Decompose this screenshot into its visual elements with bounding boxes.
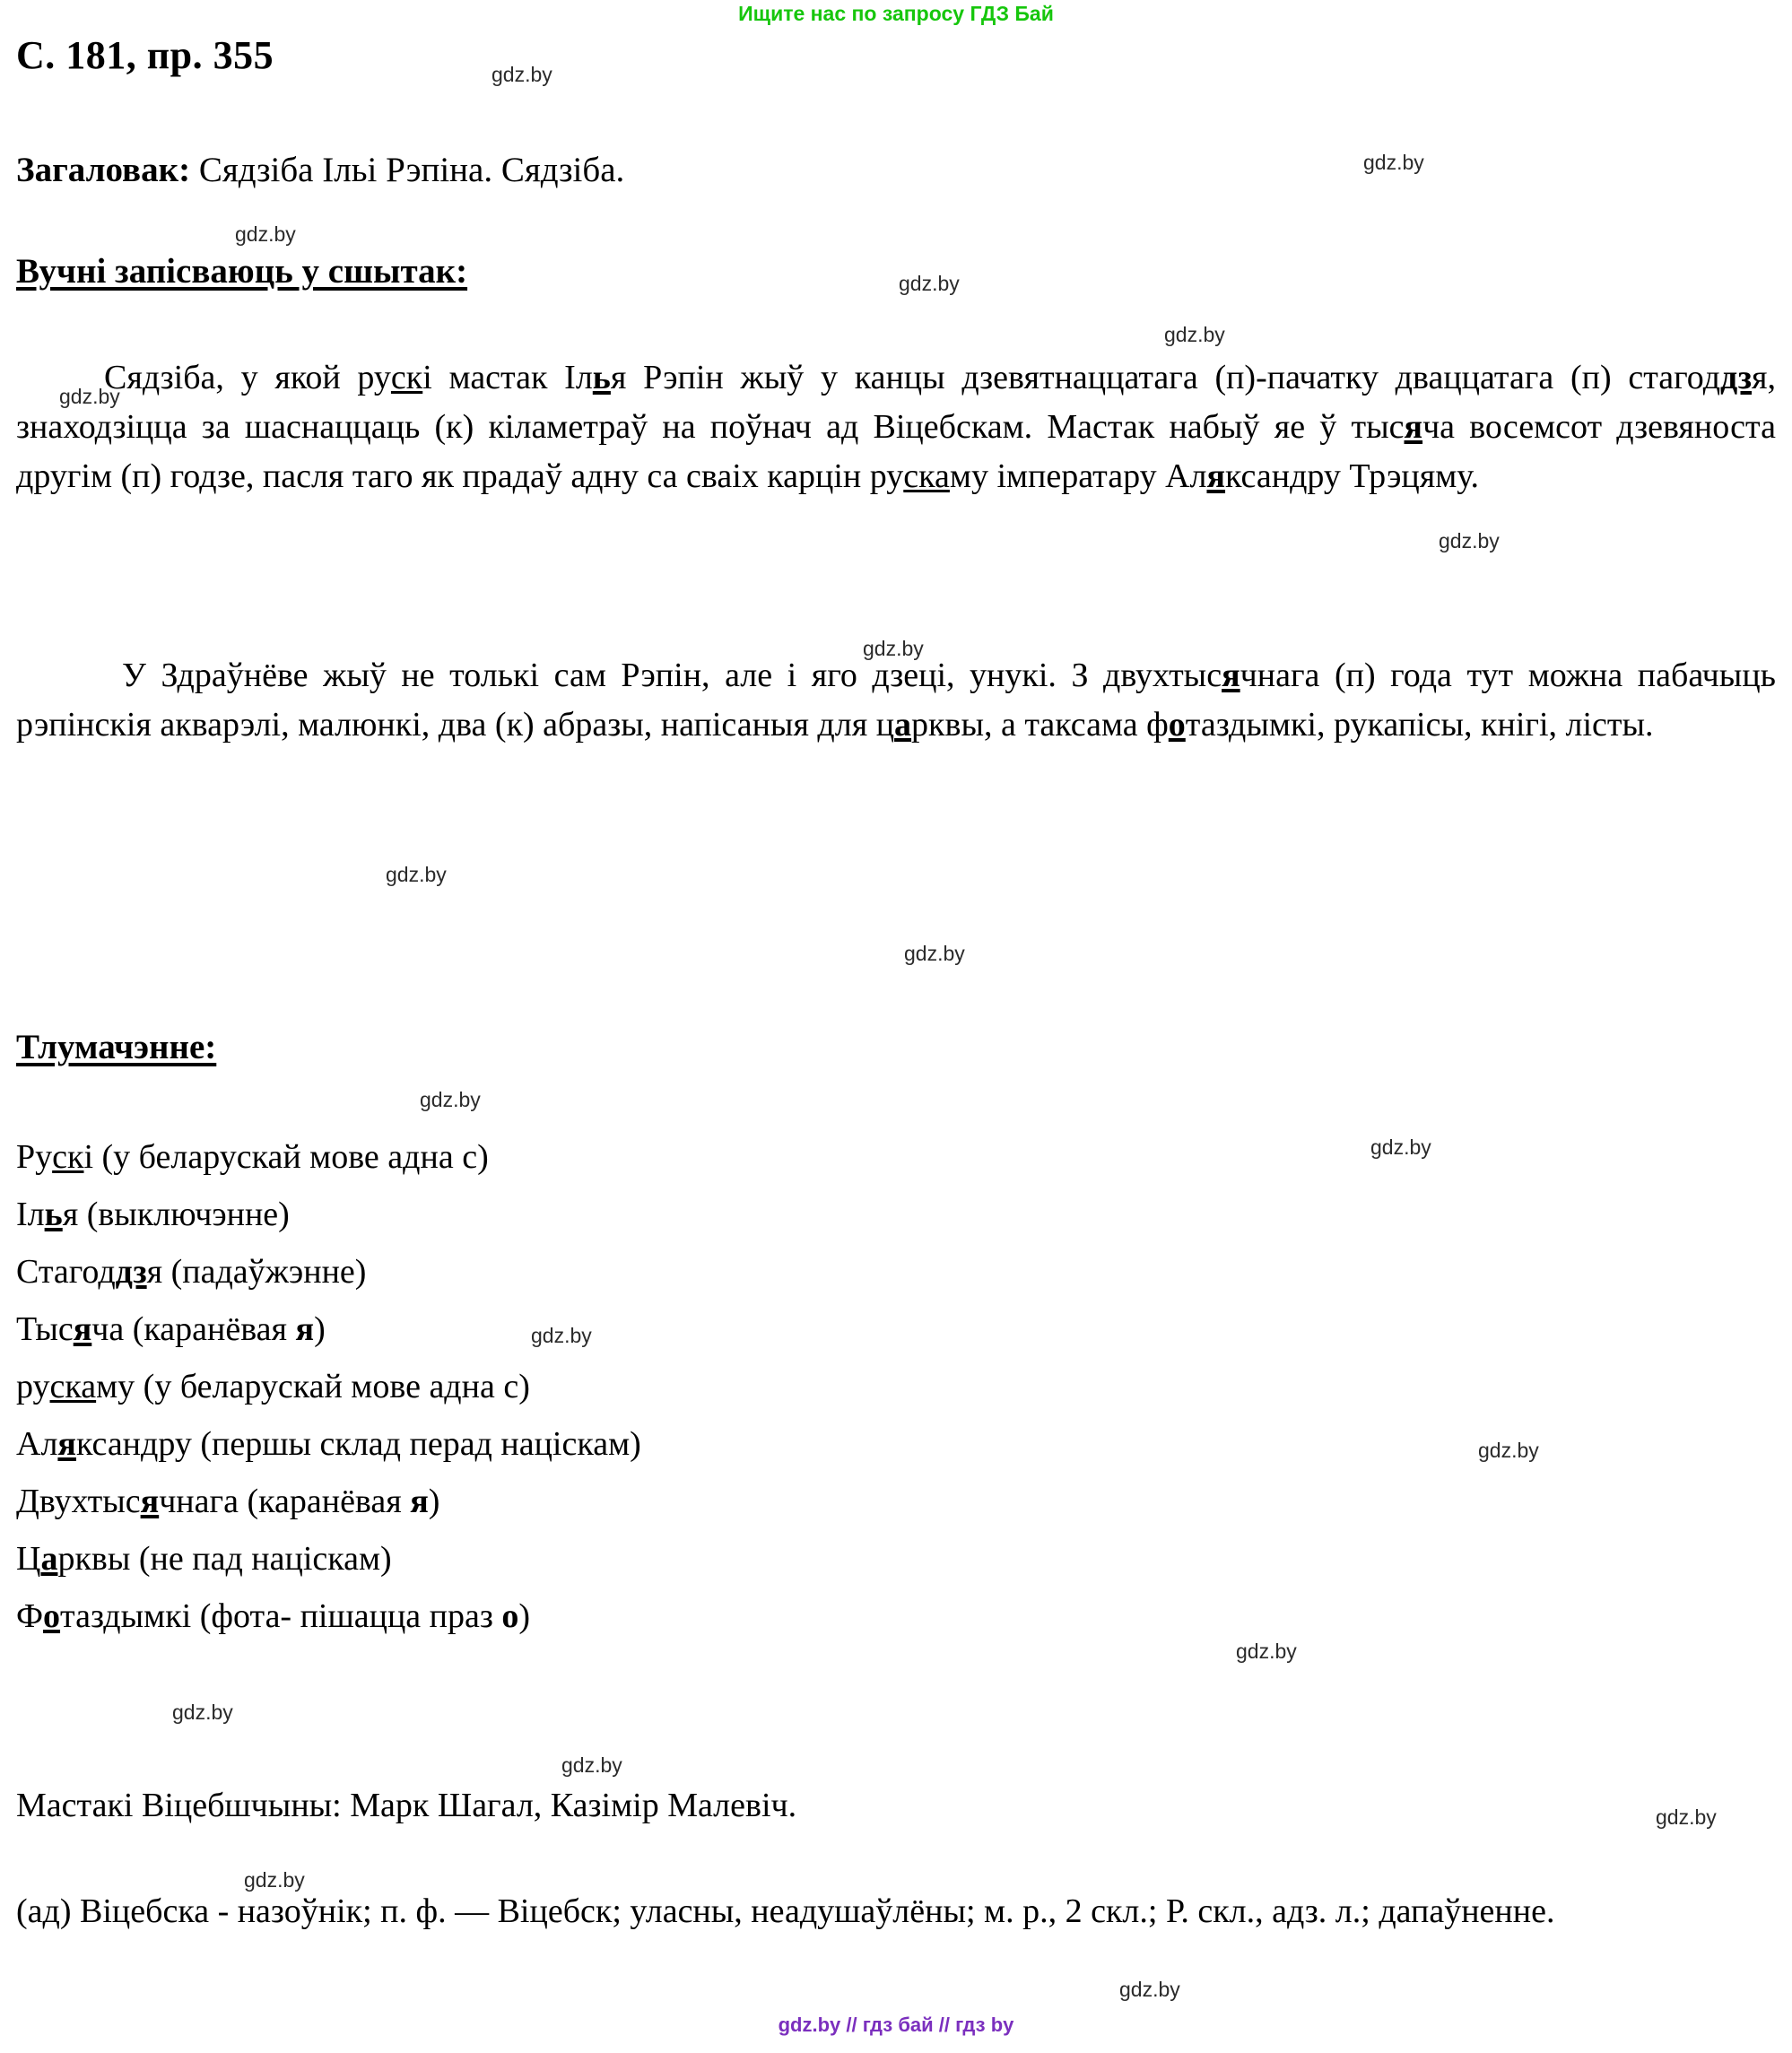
watermark: gdz.by (531, 1324, 592, 1347)
exercise-reference: С. 181, пр. 355 (16, 33, 274, 77)
par2-seg5: рквы, а таксама ф (911, 706, 1169, 744)
explanation-item-prefix: Стагод (16, 1253, 116, 1291)
paragraph-two (16, 651, 1776, 750)
explanation-item (16, 1301, 1182, 1358)
explanation-item-tail: ) (518, 1597, 531, 1635)
explanation-item-marked-letters: ска (49, 1368, 97, 1405)
watermark: gdz.by (1478, 1439, 1539, 1462)
explanation-item-suffix: рквы (не пад націскам) (57, 1540, 392, 1578)
par2-seg3: чнага (п) года тут можна пабачыць рэпінскія акварэлі, малюнкі, два (к) абразы, напісаныя для ц (16, 657, 1776, 744)
explanation-item-suffix: і (у беларускай мове адна с) (83, 1138, 489, 1176)
explanation-item (16, 1128, 1182, 1186)
explanation-item-suffix: ксандру (першы склад перад націскам) (75, 1425, 641, 1463)
artists-line: Мастакі Віцебшчыны: Марк Шагал, Казімір Малевіч. (16, 1787, 797, 1824)
watermark: gdz.by (1656, 1805, 1717, 1829)
explanation-item-tail-accent: я (295, 1310, 315, 1348)
par1-seg5: я Рэпін жыў у канцы дзевятнаццатага (п)-пачатку дваццатага (п) стагод (610, 359, 1721, 396)
explanation-item-marked-letters: я (73, 1310, 92, 1348)
watermark: gdz.by (172, 1701, 233, 1724)
watermark: gdz.by (1164, 323, 1225, 346)
headline-label: Загаловак: (16, 151, 191, 189)
explanation-item-suffix: я (падаўжэнне) (146, 1253, 367, 1291)
explanation-item (16, 1473, 1182, 1530)
explanation-item (16, 1358, 1182, 1415)
par1-seg7: я, знаходзіцца за шаснаццаць (к) кіламетраў на поўнач ад Віцебскам. Мастак набыў яе ў тыс (16, 359, 1776, 446)
par1-seg3: і мастак Іл (422, 359, 593, 396)
explanation-item-marked-letters: о (43, 1597, 61, 1635)
watermark: gdz.by (244, 1868, 305, 1892)
watermark: gdz.by (491, 63, 552, 86)
par2-seg2-accent: я (1222, 657, 1240, 694)
par2-seg7: таздымкі, рукапісы, кнігі, лісты. (1185, 706, 1654, 744)
par2-seg6-accent: о (1168, 706, 1186, 744)
explanation-item-suffix: ча (каранёвая (91, 1310, 296, 1348)
explanation-item-prefix: Ф (16, 1597, 44, 1635)
explanation-item-prefix: Іл (16, 1196, 45, 1233)
explanation-item (16, 1588, 1182, 1645)
explanation-item-marked-letters: ь (44, 1196, 63, 1233)
explanation-item (16, 1243, 1182, 1301)
headline-row (16, 151, 624, 191)
explanation-item (16, 1415, 1182, 1473)
explanation-item-prefix: Тыс (16, 1310, 74, 1348)
explanation-item-suffix: таздымкі (фота- пішацца праз (60, 1597, 502, 1635)
par2-seg4-accent: а (894, 706, 912, 744)
explanation-item-marked-letters: а (40, 1540, 58, 1578)
watermark: gdz.by (899, 272, 960, 295)
watermark: gdz.by (1119, 1978, 1180, 2001)
par1-seg11: му імператару Ал (949, 457, 1207, 495)
promo-banner-top: Ищите нас по запросу ГДЗ Бай (738, 2, 1054, 25)
watermark: gdz.by (863, 637, 924, 660)
explanation-item-suffix: чнага (каранёвая (159, 1483, 411, 1520)
explanation-item-tail-accent: о (501, 1597, 519, 1635)
explanation-item-marked-letters: я (140, 1483, 160, 1520)
watermark: gdz.by (1363, 151, 1424, 174)
paragraph-one (16, 353, 1776, 501)
par1-seg8-accent: я (1404, 408, 1423, 446)
headline-value: Сядзіба Ільі Рэпіна. Сядзіба. (190, 151, 625, 189)
explanation-item-marked-letters: дз (115, 1253, 147, 1291)
explanation-item-tail: ) (314, 1310, 326, 1348)
par1-seg4-accent: ь (592, 359, 611, 396)
analysis-line: (ад) Віцебска - назоўнік; п. ф. — Віцебск; уласны, неадушаўлёны; м. р., 2 скл.; Р. скл., адз. л.; дапаўненне. (16, 1892, 1555, 1930)
watermark: gdz.by (1439, 529, 1500, 552)
par1-seg1: Сядзіба, у якой ру (104, 359, 391, 396)
explanation-item-marked-letters: ск (52, 1138, 84, 1176)
explanation-item-prefix: ру (16, 1368, 50, 1405)
par1-seg6-accent: дз (1720, 359, 1753, 396)
explanation-item-suffix: му (у беларускай мове адна с) (96, 1368, 530, 1405)
watermark: gdz.by (1236, 1640, 1297, 1663)
par1-seg10-underline: ска (903, 457, 950, 495)
students-write-heading: Вучні запісваюць у сшытак: (16, 252, 468, 291)
watermark: gdz.by (1370, 1135, 1431, 1159)
par1-seg12-accent: я (1206, 457, 1226, 495)
promo-footer-links: gdz.by // гдз бай // гдз by (778, 2014, 1014, 2036)
explanation-list (16, 1128, 1182, 1645)
par1-seg13: ксандру Трэцяму. (1225, 457, 1479, 495)
watermark: gdz.by (386, 863, 447, 886)
explanation-item-prefix: Ру (16, 1138, 53, 1176)
watermark: gdz.by (561, 1753, 622, 1777)
watermark: gdz.by (59, 385, 120, 408)
watermark: gdz.by (904, 942, 965, 965)
explanation-item-prefix: Ц (16, 1540, 41, 1578)
par1-seg9: ча восемсот дзевяноста другім (п) годзе, пасля таго як прадаў адну са сваіх карцін ру (16, 408, 1776, 495)
watermark: gdz.by (235, 222, 296, 246)
explanation-item-prefix: Ал (16, 1425, 58, 1463)
par1-seg2-underline: ск (390, 359, 423, 396)
explanation-item-tail: ) (428, 1483, 440, 1520)
explanation-item-suffix: я (выключэнне) (62, 1196, 290, 1233)
explanation-item-marked-letters: я (57, 1425, 76, 1463)
par2-seg1: У Здраўнёве жыў не толькі сам Рэпін, але і яго дзеці, унукі. З двухтыс (122, 657, 1222, 694)
explanation-heading: Тлумачэнне: (16, 1028, 217, 1066)
explanation-item (16, 1530, 1182, 1588)
watermark: gdz.by (420, 1088, 481, 1111)
explanation-item-tail-accent: я (410, 1483, 429, 1520)
explanation-item-prefix: Двухтыс (16, 1483, 141, 1520)
explanation-item (16, 1186, 1182, 1243)
